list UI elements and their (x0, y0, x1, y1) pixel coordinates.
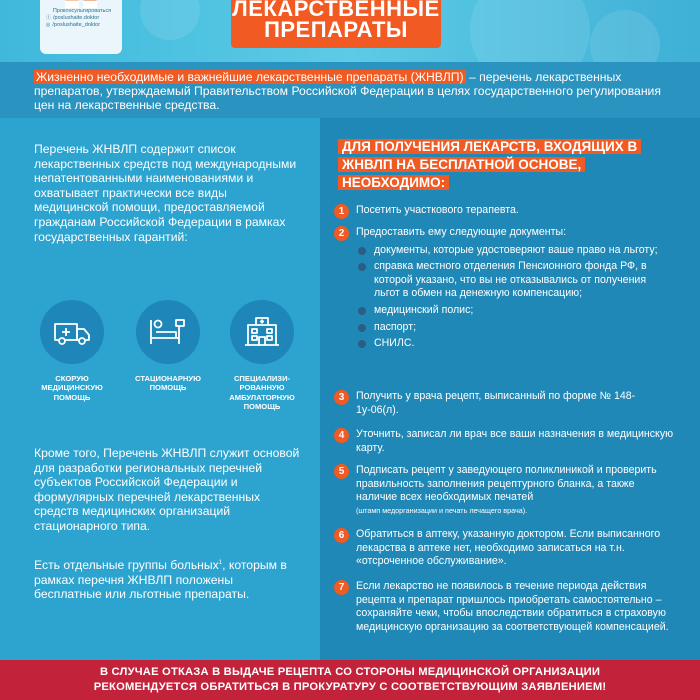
right-column (320, 118, 700, 660)
brand-social-link[interactable]: /poslushaite.doktor (53, 15, 100, 21)
bullet-text: паспорт; (374, 320, 417, 333)
step-5 (334, 464, 674, 516)
service-label: СТАЦИОНАРНУЮ ПОМОЩЬ (135, 374, 201, 393)
title-line-1: ЛЕКАРСТВЕННЫЕ (232, 0, 440, 21)
header-banner (0, 0, 700, 62)
step-text: Уточнить, записал ли врач все ваши назначения в медицинскую карту. (356, 428, 674, 454)
list-item (356, 260, 674, 301)
services-row (32, 300, 304, 420)
decor-circle (470, 0, 590, 62)
left-paragraph-3-rest: , которым в рамках перечня ЖНВЛП положены бесплатные или льготные препараты. (34, 558, 287, 602)
step-4 (334, 428, 674, 455)
service-outpatient (222, 300, 302, 412)
bullet-dot (358, 263, 366, 271)
requirements-title (338, 138, 648, 192)
step-3 (334, 390, 674, 417)
step-note: (штамп медорганизации и печать лечащего врача). (356, 505, 528, 515)
title-line-2: ПРЕПАРАТЫ (264, 17, 408, 42)
step-number: 4 (334, 428, 349, 443)
doctors-avatar-icon (58, 0, 104, 8)
intro-paragraph (0, 62, 700, 118)
bullet-dot (358, 307, 366, 315)
list-item (356, 244, 674, 258)
step-text: Обратиться в аптеку, указанную доктором. Если выписанного лекарства в аптеке нет, необходимо записаться на т.н. «отсроченное обслуживание». (356, 528, 661, 568)
hospital-bed-icon (148, 316, 188, 348)
left-paragraph-1: Перечень ЖНВЛП содержит список лекарственных средств под международными непатентованными наименованиями и охватывает практически все виды медицинской помощи, предоставляемой гражданам Российской Федерации в рамках государственных гарантий: (34, 142, 297, 244)
step-text: Если лекарство не появилось в течение периода действия рецепта и препарат пришлось приобретать самостоятельно – сохраняйте чеки, чтобы впоследствии обратиться в страховую медицинскую организацию за соответствующей компенсацией. (356, 580, 669, 633)
step-7 (334, 580, 674, 634)
service-icon-circle (136, 300, 200, 364)
requirements-title-text: ДЛЯ ПОЛУЧЕНИЯ ЛЕКАРСТВ, ВХОДЯЩИХ В ЖНВЛП НА БЕСПЛАТНОЙ ОСНОВЕ, НЕОБХОДИМО: (338, 139, 641, 190)
step-number: 6 (334, 528, 349, 543)
step-number: 3 (334, 390, 349, 405)
brand-card (40, 0, 122, 54)
service-icon-circle (230, 300, 294, 364)
bullet-text: справка местного отделения Пенсионного фонда РФ, в которой указано, что вы не отказывались от получения льгот в обмен на денежную компенсацию; (374, 260, 647, 300)
brand-social-link[interactable]: /poslushaite_doktor (52, 22, 101, 28)
intro-rest: – перечень лекарственных препаратов, утверждаемый Правительством Российской Федерации в целях государственного регулирования цен на лекарственные средства. (34, 70, 661, 112)
instagram-icon: ◎ (46, 22, 51, 28)
brand-tagline: Проконсультироваться (52, 8, 112, 14)
bullet-dot (358, 247, 366, 255)
step-text: Предоставить ему следующие документы: (356, 226, 567, 238)
step-number: 5 (334, 464, 349, 479)
bullet-text: СНИЛС. (374, 337, 415, 350)
left-paragraph-2: Кроме того, Перечень ЖНВЛП служит основой для разработки региональных перечней субъектов Российской Федерации и формулярных перечней лекарственных средств медицинских организаций стационарного типа. (34, 446, 300, 533)
left-paragraph-3 (34, 556, 304, 602)
footnote-mark: 1 (218, 560, 223, 566)
brand-social-row (46, 15, 118, 22)
hospital-building-icon (242, 315, 282, 349)
decor-circle (590, 10, 660, 62)
list-item (356, 321, 674, 335)
step-text: Получить у врача рецепт, выписанный по форме № 148-1у-06(л). (356, 390, 636, 416)
step-text: Посетить участкового терапевта. (356, 204, 519, 216)
step-2 (334, 226, 674, 354)
step-number: 2 (334, 226, 349, 241)
service-inpatient (128, 300, 208, 393)
warning-footer (0, 660, 700, 700)
bullet-dot (358, 340, 366, 348)
left-paragraph-3-main: Есть отдельные группы больных (34, 558, 219, 573)
step-number: 1 (334, 204, 349, 219)
service-ambulance (32, 300, 112, 402)
page-title (231, 0, 441, 48)
facebook-icon: ⓕ (46, 15, 52, 21)
step-6 (334, 528, 674, 569)
intro-highlight: Жизненно необходимые и важнейшие лекарственные препараты (ЖНВЛП) (36, 70, 464, 84)
bullet-dot (358, 324, 366, 332)
ambulance-icon (52, 316, 92, 348)
service-label: СКОРУЮ МЕДИЦИНСКУЮ ПОМОЩЬ (41, 374, 103, 402)
brand-social-row (46, 22, 118, 29)
step-text (356, 464, 674, 516)
step-1 (334, 204, 674, 218)
footer-line-2: РЕКОМЕНДУЕТСЯ ОБРАТИТЬСЯ В ПРОКУРАТУРУ С СООТВЕТСТВУЮЩИМ ЗАЯВЛЕНИЕМ! (93, 681, 607, 693)
step-text-main: Подписать рецепт у заведующего поликлиникой и проверить правильность заполнения рецептурного бланка, а также наличие всех необходимых печатей (356, 464, 657, 504)
footer-line-1: В СЛУЧАЕ ОТКАЗА В ВЫДАЧЕ РЕЦЕПТА СО СТОРОНЫ МЕДИЦИНСКОЙ ОРГАНИЗАЦИИ (99, 666, 601, 678)
service-icon-circle (40, 300, 104, 364)
service-label: СПЕЦИАЛИЗИ-РОВАННУЮ АМБУЛАТОРНУЮ ПОМОЩЬ (229, 374, 295, 412)
left-column (0, 118, 320, 660)
bullet-text: медицинский полис; (374, 303, 474, 316)
list-item (356, 304, 674, 318)
step-number: 7 (334, 580, 349, 595)
documents-list (356, 244, 674, 351)
list-item (356, 337, 674, 351)
bullet-text: документы, которые удостоверяют ваше право на льготу; (374, 243, 658, 256)
decor-circle (140, 0, 200, 40)
